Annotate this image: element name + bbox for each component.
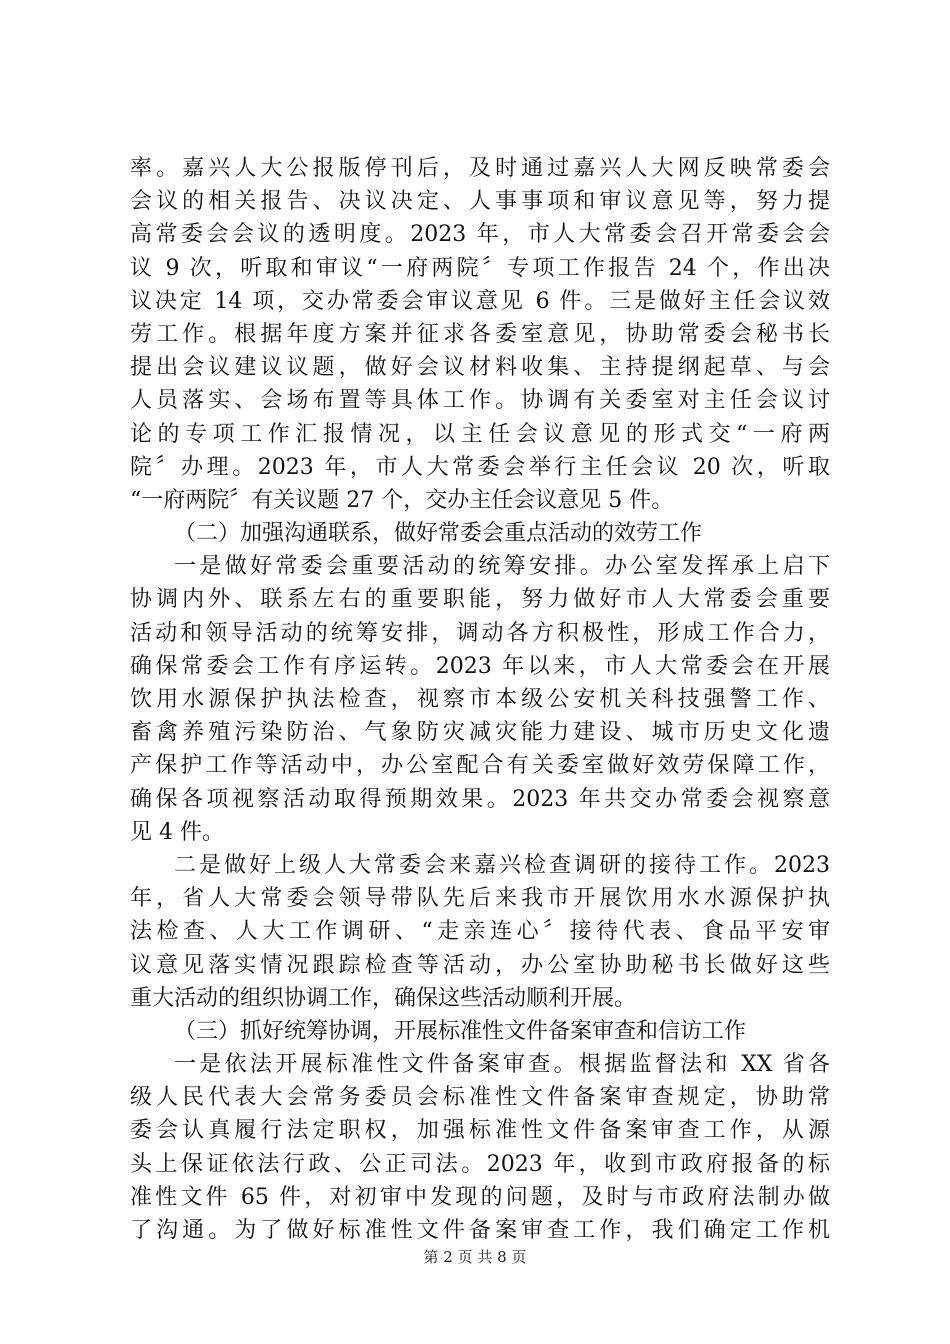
text-line: 议 9 次，听取和审议“一府两院〞专项工作报告 24 个，作出决 bbox=[130, 255, 830, 281]
text-line: 准性文件 65 件，对初审中发现的问题，及时与市政府法制办做 bbox=[130, 1184, 830, 1210]
text-line: 一是依法开展标准性文件备案审查。根据监督法和 XX 省各 bbox=[174, 1052, 830, 1078]
text-line: 年，省人大常委会领导带队先后来我市开展饮用水水源保护执 bbox=[130, 886, 830, 912]
text-line: 提出会议建议议题，做好会议材料收集、主持提纲起草、与会 bbox=[130, 355, 830, 381]
text-line: 院〞办理。2023 年，市人大常委会举行主任会议 20 次，听取 bbox=[130, 454, 830, 480]
page-number-footer: 第 2 页 共 8 页 bbox=[423, 1248, 527, 1266]
text-line: 头上保证依法行政、公正司法。2023 年，收到市政府报备的标 bbox=[130, 1151, 830, 1177]
text-line: 畜禽养殖污染防治、气象防灾减灾能力建设、城市历史文化遗 bbox=[130, 720, 830, 746]
text-line: 产保护工作等活动中，办公室配合有关委室做好效劳保障工作， bbox=[130, 753, 830, 779]
text-line: 见 4 件。 bbox=[130, 819, 224, 845]
text-line: 议意见落实情况跟踪检查等活动，办公室协助秘书长做好这些 bbox=[130, 952, 830, 978]
text-line: 二是做好上级人大常委会来嘉兴检查调研的接待工作。2023 bbox=[174, 852, 830, 878]
section-heading-2: （二）加强沟通联系，做好常委会重点活动的效劳工作 bbox=[174, 521, 703, 547]
text-line: 级人民代表大会常务委员会标准性文件备案审查规定，协助常 bbox=[130, 1085, 830, 1111]
text-line: 法检查、人大工作调研、“走亲连心〞接待代表、食品平安审 bbox=[130, 919, 830, 945]
text-line: 饮用水源保护执法检查，视察市本级公安机关科技强警工作、 bbox=[130, 687, 830, 712]
text-line: 论的专项工作汇报情况，以主任会议意见的形式交“一府两 bbox=[130, 421, 830, 447]
text-line: 劳工作。根据年度方案并征求各委室意见，协助常委会秘书长 bbox=[130, 321, 830, 347]
text-line: 高常委会会议的透明度。2023 年，市人大常委会召开常委会会 bbox=[130, 222, 830, 248]
text-line: 人员落实、会场布置等具体工作。协调有关委室对主任会议讨 bbox=[130, 388, 830, 414]
text-line: 重大活动的组织协调工作，确保这些活动顺利开展。 bbox=[130, 985, 637, 1011]
paragraph-4 bbox=[130, 1048, 830, 1247]
text-line: 委会认真履行法定职权，加强标准性文件备案审查工作，从源 bbox=[130, 1118, 830, 1144]
text-line: 一是做好常委会重要活动的统筹安排。办公室发挥承上启下 bbox=[174, 554, 830, 580]
text-line: 确保各项视察活动取得预期效果。2023 年共交办常委会视察意 bbox=[130, 786, 830, 812]
text-line: 率。嘉兴人大公报版停刊后，及时通过嘉兴人大网反映常委会 bbox=[130, 156, 830, 181]
text-line: 议决定 14 项，交办常委会审议意见 6 件。三是做好主任会议效 bbox=[130, 288, 830, 314]
text-line: 确保常委会工作有序运转。2023 年以来，市人大常委会在开展 bbox=[130, 653, 830, 679]
text-line: 会议的相关报告、决议决定、人事事项和审议意见等，努力提 bbox=[130, 189, 830, 215]
paragraph-1 bbox=[130, 152, 830, 517]
section-heading-3: （三）抓好统筹协调，开展标准性文件备案审查和信访工作 bbox=[174, 1018, 747, 1044]
document-body bbox=[130, 152, 830, 1247]
paragraph-2 bbox=[130, 550, 830, 849]
paragraph-3 bbox=[130, 849, 830, 1015]
text-line: 活动和领导活动的统筹安排，调动各方积极性，形成工作合力， bbox=[130, 620, 830, 646]
text-line: 协调内外、联系左右的重要职能，努力做好市人大常委会重要 bbox=[130, 587, 830, 613]
text-line: 了沟通。为了做好标准性文件备案审查工作，我们确定工作机 bbox=[130, 1218, 830, 1243]
text-line: “一府两院〞有关议题 27 个，交办主任会议意见 5 件。 bbox=[130, 487, 674, 513]
